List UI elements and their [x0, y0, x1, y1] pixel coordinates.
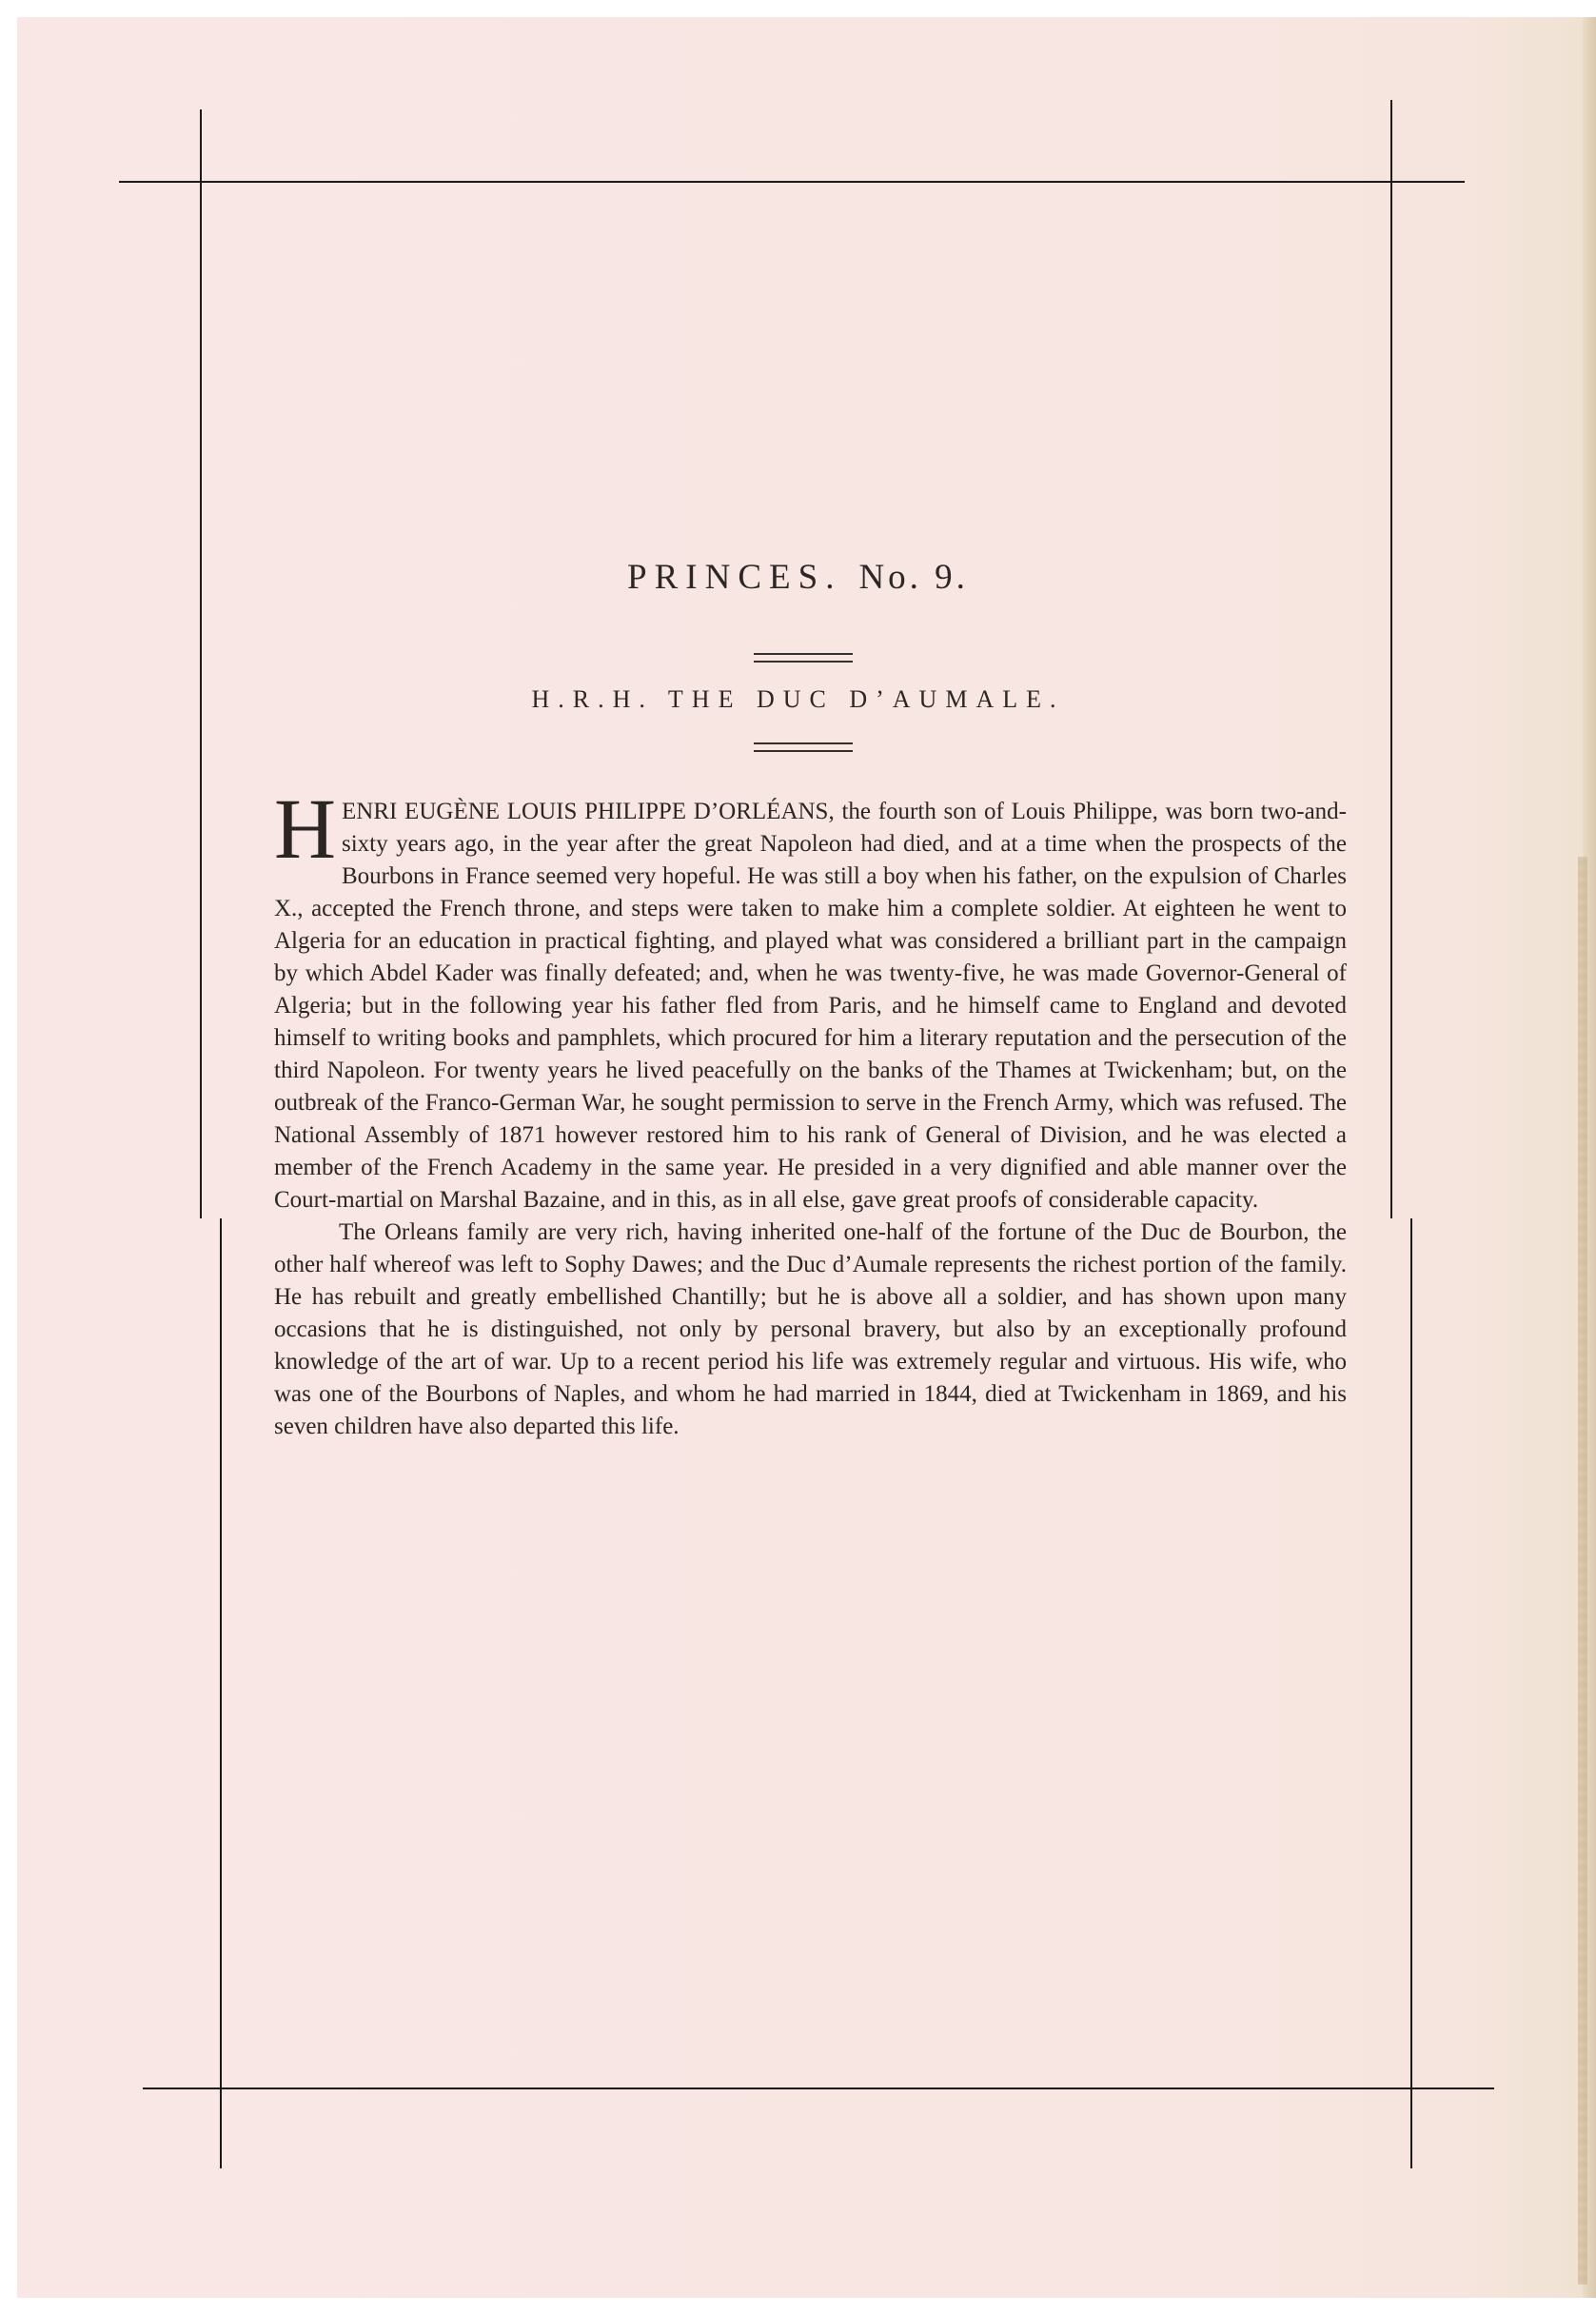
page-title	[0, 557, 1596, 598]
title-text: PRINCES.	[627, 558, 842, 597]
article-paragraph-2: The Orleans family are very rich, having inherited one-half of the fortune of the Duc de Bourbon, the other half whereof was left to Sophy Dawes; and the Duc d’Aumale represents the richest portion of the family. He has rebuilt and greatly embellished Chantilly; but he is above all a soldier, and has shown upon many occasions that he is distinguished, not only by personal bravery, but also by an exceptionally profound knowledge of the art of war. Up to a recent period his life was extremely regular and virtuous. His wife, who was one of the Bourbons of Naples, and whom he had married in 1844, died at Twickenham in 1869, and his seven children have also departed this life.	[274, 1219, 1347, 1439]
frame-left-rule-lower	[220, 1218, 222, 2168]
article-body	[274, 782, 1347, 1443]
frame-left-rule-upper	[200, 109, 202, 1218]
frame-bottom-rule	[143, 2087, 1494, 2089]
frame-right-rule-upper	[1390, 100, 1392, 1218]
frame-top-rule	[119, 181, 1465, 183]
title-number: No. 9.	[858, 558, 969, 597]
article-paragraph-1	[274, 782, 1347, 1217]
binding-strip	[1578, 857, 1587, 2285]
title-divider	[754, 653, 853, 663]
subtitle-divider	[754, 742, 853, 752]
paragraph-text: ENRI EUGÈNE LOUIS PHILIPPE D’ORLÉANS, the fourth son of Louis Philippe, was born two-and-sixty years ago, in the year after the great Napoleon had died, and at a time when the prospects of the Bourbons in France seemed very hopeful. He was still a boy when his father, on the expulsion of Charles X., accepted the French throne, and steps were taken to make him a complete soldier. At eighteen he went to Algeria for an education in practical fighting, and played what was considered a brilliant part in the campaign by which Abdel Kader was finally defeated; and, when he was twenty-five, he was made Governor-General of Algeria; but in the following year his father fled from Paris, and he himself came to England and devoted himself to writing books and pamphlets, which procured for him a literary reputation and the persecution of the third Napoleon. For twenty years he lived peacefully on the banks of the Thames at Twickenham; but, on the outbreak of the Franco-German War, he sought permission to serve in the French Army, which was refused. The National Assembly of 1871 however restored him to his rank of General of Division, and he was elected a member of the French Academy in the same year. He presided in a very dignified and able manner over the Court-martial on Marshal Bazaine, and in this, as in all else, gave great proofs of considerable capacity.	[274, 799, 1347, 1213]
drop-cap: H	[274, 782, 336, 877]
page-subtitle: H.R.H. THE DUC D’AUMALE.	[531, 685, 1065, 713]
frame-right-rule-lower	[1410, 1218, 1412, 2168]
